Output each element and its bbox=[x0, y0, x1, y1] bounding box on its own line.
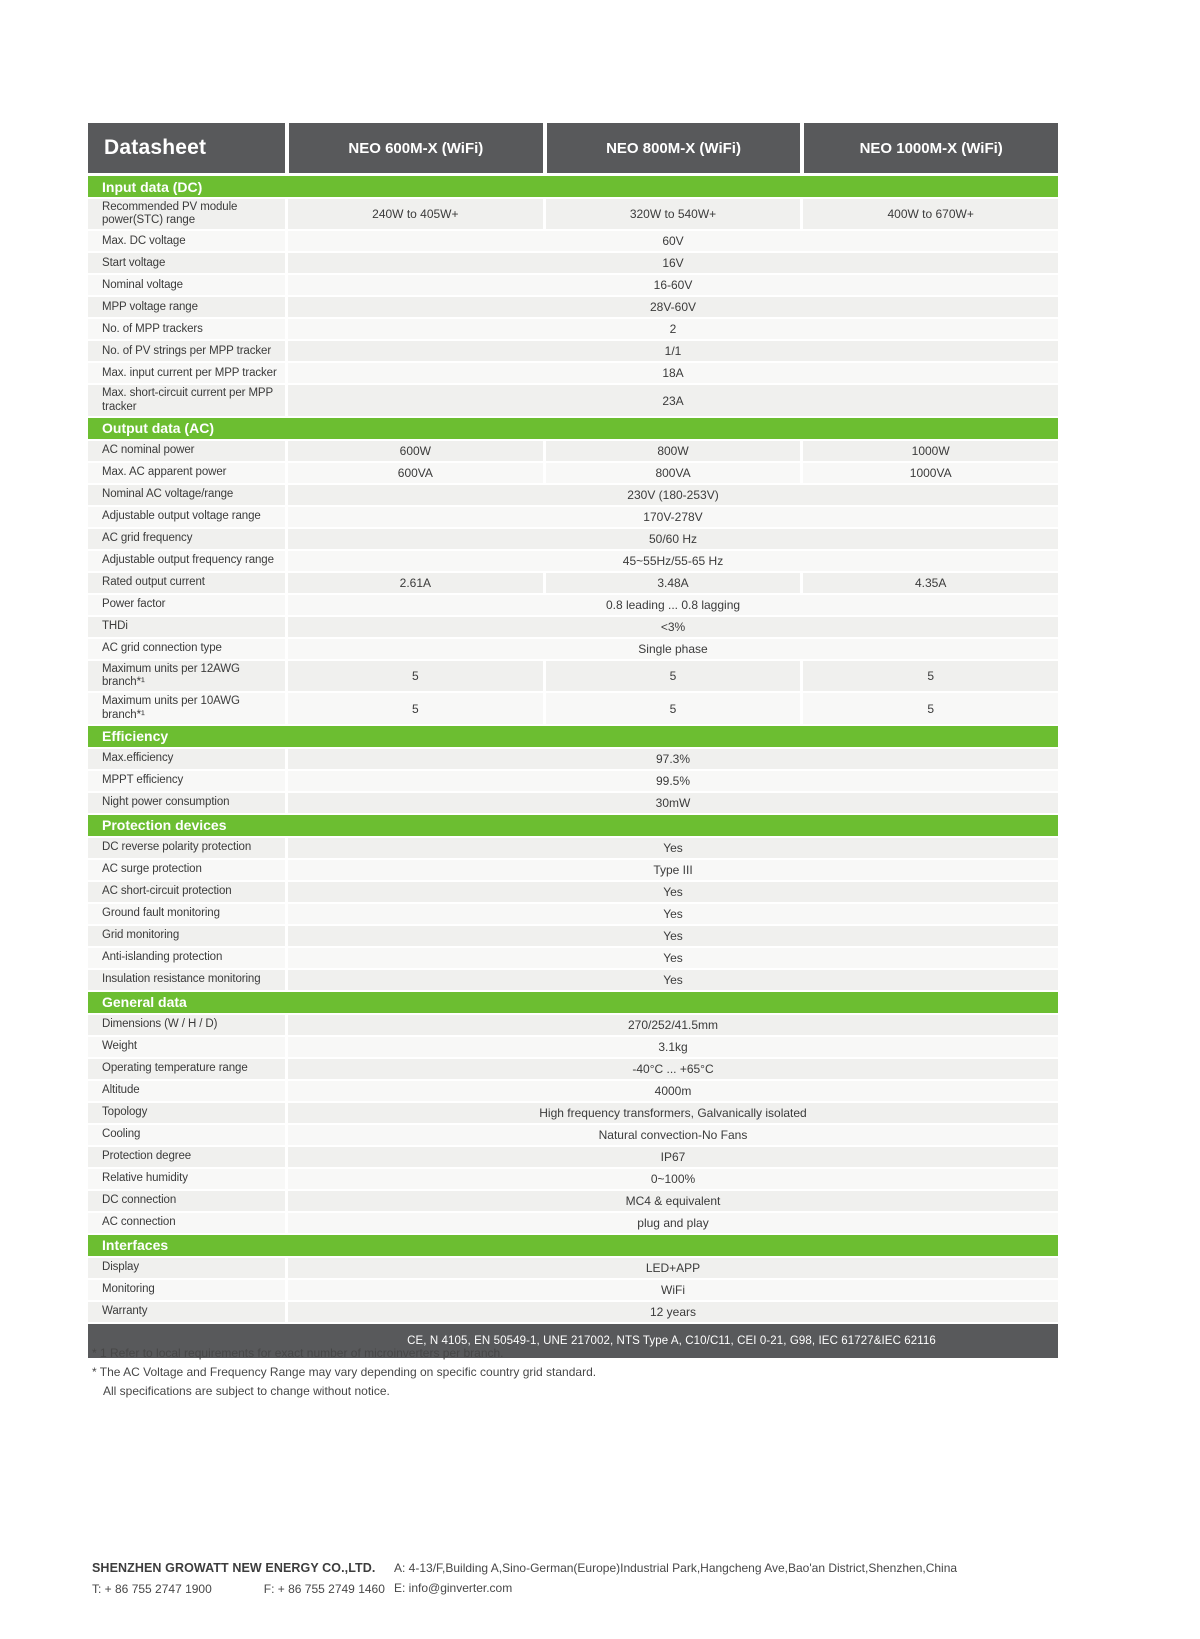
spec-row-label: AC grid connection type bbox=[88, 639, 285, 659]
spec-row-ac-nominal-power bbox=[88, 441, 1058, 461]
spec-value-all-models: Yes bbox=[288, 882, 1058, 902]
spec-value-all-models: 45~55Hz/55-65 Hz bbox=[288, 551, 1058, 571]
spec-value-model-2: 800W bbox=[546, 441, 801, 461]
spec-row-label: AC surge protection bbox=[88, 860, 285, 880]
spec-row-label: Altitude bbox=[88, 1081, 285, 1101]
spec-value-all-models: 50/60 Hz bbox=[288, 529, 1058, 549]
spec-row-altitude bbox=[88, 1081, 1058, 1101]
spec-value-model-1: 2.61A bbox=[288, 573, 543, 593]
spec-row-label: Night power consumption bbox=[88, 793, 285, 813]
spec-value-all-models: 2 bbox=[288, 319, 1058, 339]
spec-row-label: DC connection bbox=[88, 1191, 285, 1211]
spec-row-label: MPP voltage range bbox=[88, 297, 285, 317]
spec-value-all-models: 99.5% bbox=[288, 771, 1058, 791]
spec-row-rated-output-current bbox=[88, 573, 1058, 593]
spec-row-warranty bbox=[88, 1302, 1058, 1322]
spec-row-no-of-pv-strings-per-mpp-tracker bbox=[88, 341, 1058, 361]
section-header-general-data: General data bbox=[88, 992, 1058, 1013]
spec-value-all-models: Single phase bbox=[288, 639, 1058, 659]
spec-row-label: No. of MPP trackers bbox=[88, 319, 285, 339]
company-fax: F: + 86 755 2749 1460 bbox=[263, 1582, 385, 1596]
spec-value-all-models: 270/252/41.5mm bbox=[288, 1015, 1058, 1035]
spec-row-label: Cooling bbox=[88, 1125, 285, 1145]
spec-row-nominal-ac-voltage-range bbox=[88, 485, 1058, 505]
spec-row-dc-connection bbox=[88, 1191, 1058, 1211]
spec-value-all-models: plug and play bbox=[288, 1213, 1058, 1233]
spec-row-max-input-current-per-mpp-tracker bbox=[88, 363, 1058, 383]
spec-row-dc-reverse-polarity-protection bbox=[88, 838, 1058, 858]
spec-row-start-voltage bbox=[88, 253, 1058, 273]
spec-row-mppt-efficiency bbox=[88, 771, 1058, 791]
spec-value-all-models: Yes bbox=[288, 838, 1058, 858]
company-email: E: info@ginverter.com bbox=[394, 1581, 513, 1595]
spec-value-all-models: 170V-278V bbox=[288, 507, 1058, 527]
spec-row-topology bbox=[88, 1103, 1058, 1123]
spec-row-label: Maximum units per 12AWG branch*¹ bbox=[88, 661, 285, 691]
spec-row-thdi bbox=[88, 617, 1058, 637]
spec-row-anti-islanding-protection bbox=[88, 948, 1058, 968]
spec-row-label: Nominal voltage bbox=[88, 275, 285, 295]
spec-row-label: THDi bbox=[88, 617, 285, 637]
spec-row-label: Max.efficiency bbox=[88, 749, 285, 769]
spec-value-all-models: 1/1 bbox=[288, 341, 1058, 361]
model-column-header-neo-800: NEO 800M-X (WiFi) bbox=[547, 123, 801, 173]
spec-table-body bbox=[88, 176, 1058, 1322]
spec-row-label: Adjustable output frequency range bbox=[88, 551, 285, 571]
spec-row-label: Maximum units per 10AWG branch*¹ bbox=[88, 693, 285, 723]
spec-row-label: No. of PV strings per MPP tracker bbox=[88, 341, 285, 361]
spec-row-label: Recommended PV module power(STC) range bbox=[88, 199, 285, 229]
spec-value-model-2: 3.48A bbox=[546, 573, 801, 593]
spec-row-monitoring bbox=[88, 1280, 1058, 1300]
company-tel: T: + 86 755 2747 1900 bbox=[92, 1582, 212, 1596]
spec-row-label: Dimensions (W / H / D) bbox=[88, 1015, 285, 1035]
spec-value-model-3: 5 bbox=[803, 661, 1058, 691]
spec-row-nominal-voltage bbox=[88, 275, 1058, 295]
section-header-interfaces: Interfaces bbox=[88, 1235, 1058, 1256]
spec-row-label: Adjustable output voltage range bbox=[88, 507, 285, 527]
spec-value-all-models: 18A bbox=[288, 363, 1058, 383]
spec-row-no-of-mpp-trackers bbox=[88, 319, 1058, 339]
spec-value-model-1: 600W bbox=[288, 441, 543, 461]
section-header-efficiency: Efficiency bbox=[88, 726, 1058, 747]
spec-row-adjustable-output-voltage-range bbox=[88, 507, 1058, 527]
spec-value-all-models: Type III bbox=[288, 860, 1058, 880]
spec-value-all-models: WiFi bbox=[288, 1280, 1058, 1300]
spec-value-all-models: 30mW bbox=[288, 793, 1058, 813]
footnote-line: All specifications are subject to change without notice. bbox=[103, 1384, 390, 1399]
spec-row-maximum-units-per-10awg-branch bbox=[88, 693, 1058, 723]
footnote-line: * The AC Voltage and Frequency Range may vary depending on specific country grid standard. bbox=[92, 1365, 597, 1380]
spec-value-all-models: LED+APP bbox=[288, 1258, 1058, 1278]
spec-value-all-models: Yes bbox=[288, 904, 1058, 924]
spec-value-all-models: MC4 & equivalent bbox=[288, 1191, 1058, 1211]
spec-value-model-1: 240W to 405W+ bbox=[288, 199, 543, 229]
spec-value-all-models: High frequency transformers, Galvanically isolated bbox=[288, 1103, 1058, 1123]
spec-row-recommended-pv-module-power-stc-range bbox=[88, 199, 1058, 229]
spec-row-ground-fault-monitoring bbox=[88, 904, 1058, 924]
spec-value-all-models: 60V bbox=[288, 231, 1058, 251]
spec-row-label: MPPT efficiency bbox=[88, 771, 285, 791]
spec-value-model-3: 4.35A bbox=[803, 573, 1058, 593]
spec-sheet bbox=[88, 123, 1058, 1358]
spec-row-label: Insulation resistance monitoring bbox=[88, 970, 285, 990]
spec-row-label: Max. short-circuit current per MPP tracker bbox=[88, 385, 285, 415]
model-column-header-neo-1000: NEO 1000M-X (WiFi) bbox=[804, 123, 1058, 173]
spec-row-label: Protection degree bbox=[88, 1147, 285, 1167]
spec-value-all-models: 28V-60V bbox=[288, 297, 1058, 317]
spec-row-maximum-units-per-12awg-branch bbox=[88, 661, 1058, 691]
spec-value-model-2: 5 bbox=[546, 693, 801, 723]
spec-value-all-models: Yes bbox=[288, 970, 1058, 990]
spec-row-label: Topology bbox=[88, 1103, 285, 1123]
spec-row-label: Grid monitoring bbox=[88, 926, 285, 946]
spec-value-all-models: <3% bbox=[288, 617, 1058, 637]
spec-row-label: Rated output current bbox=[88, 573, 285, 593]
spec-row-label: Nominal AC voltage/range bbox=[88, 485, 285, 505]
spec-row-dimensions-w-h-d bbox=[88, 1015, 1058, 1035]
spec-row-label: AC connection bbox=[88, 1213, 285, 1233]
section-header-protection-devices: Protection devices bbox=[88, 815, 1058, 836]
spec-row-ac-surge-protection bbox=[88, 860, 1058, 880]
spec-value-all-models: 23A bbox=[288, 385, 1058, 415]
spec-value-all-models: Yes bbox=[288, 926, 1058, 946]
spec-value-model-2: 320W to 540W+ bbox=[546, 199, 801, 229]
company-footer bbox=[92, 1561, 957, 1596]
spec-row-protection-degree bbox=[88, 1147, 1058, 1167]
spec-row-cooling bbox=[88, 1125, 1058, 1145]
spec-row-display bbox=[88, 1258, 1058, 1278]
spec-row-relative-humidity bbox=[88, 1169, 1058, 1189]
spec-row-label: Ground fault monitoring bbox=[88, 904, 285, 924]
spec-row-weight bbox=[88, 1037, 1058, 1057]
section-header-input-data-dc: Input data (DC) bbox=[88, 176, 1058, 197]
spec-row-ac-connection bbox=[88, 1213, 1058, 1233]
spec-row-label: Weight bbox=[88, 1037, 285, 1057]
spec-row-night-power-consumption bbox=[88, 793, 1058, 813]
spec-row-max-short-circuit-current-per-mpp-tracker bbox=[88, 385, 1058, 415]
spec-value-all-models: 16-60V bbox=[288, 275, 1058, 295]
spec-value-all-models: Natural convection-No Fans bbox=[288, 1125, 1058, 1145]
model-column-header-neo-600: NEO 600M-X (WiFi) bbox=[289, 123, 543, 173]
spec-row-ac-short-circuit-protection bbox=[88, 882, 1058, 902]
spec-value-model-1: 5 bbox=[288, 661, 543, 691]
spec-row-power-factor bbox=[88, 595, 1058, 615]
spec-value-model-2: 5 bbox=[546, 661, 801, 691]
spec-value-all-models: -40°C ... +65°C bbox=[288, 1059, 1058, 1079]
spec-row-label: Relative humidity bbox=[88, 1169, 285, 1189]
spec-value-model-2: 800VA bbox=[546, 463, 801, 483]
spec-row-adjustable-output-frequency-range bbox=[88, 551, 1058, 571]
spec-row-label: Max. DC voltage bbox=[88, 231, 285, 251]
spec-row-label: Max. input current per MPP tracker bbox=[88, 363, 285, 383]
spec-value-all-models: 0.8 leading ... 0.8 lagging bbox=[288, 595, 1058, 615]
spec-row-ac-grid-connection-type bbox=[88, 639, 1058, 659]
spec-row-operating-temperature-range bbox=[88, 1059, 1058, 1079]
certifications-bar: CE, N 4105, EN 50549-1, UNE 217002, NTS Type A, C10/C11, CEI 0-21, G98, IEC 61727&IEC 62116 bbox=[88, 1324, 1058, 1358]
footnote-line: * 1 Refer to local requirements for exact number of microinverters per branch. bbox=[92, 1346, 504, 1360]
spec-value-model-3: 400W to 670W+ bbox=[803, 199, 1058, 229]
spec-row-label: Display bbox=[88, 1258, 285, 1278]
spec-row-label: Operating temperature range bbox=[88, 1059, 285, 1079]
spec-row-label: AC grid frequency bbox=[88, 529, 285, 549]
spec-row-label: DC reverse polarity protection bbox=[88, 838, 285, 858]
spec-value-model-1: 600VA bbox=[288, 463, 543, 483]
spec-value-all-models: 97.3% bbox=[288, 749, 1058, 769]
spec-row-label: AC short-circuit protection bbox=[88, 882, 285, 902]
spec-value-all-models: 12 years bbox=[288, 1302, 1058, 1322]
spec-row-max-dc-voltage bbox=[88, 231, 1058, 251]
spec-row-label: Monitoring bbox=[88, 1280, 285, 1300]
spec-row-mpp-voltage-range bbox=[88, 297, 1058, 317]
spec-value-all-models: 0~100% bbox=[288, 1169, 1058, 1189]
spec-value-model-3: 1000VA bbox=[803, 463, 1058, 483]
table-header bbox=[88, 123, 1058, 173]
spec-row-ac-grid-frequency bbox=[88, 529, 1058, 549]
spec-row-insulation-resistance-monitoring bbox=[88, 970, 1058, 990]
spec-row-label: Start voltage bbox=[88, 253, 285, 273]
spec-value-model-3: 5 bbox=[803, 693, 1058, 723]
footnotes bbox=[92, 1344, 596, 1402]
company-name: SHENZHEN GROWATT NEW ENERGY CO.,LTD. bbox=[92, 1561, 376, 1575]
spec-value-all-models: 230V (180-253V) bbox=[288, 485, 1058, 505]
spec-value-all-models: 16V bbox=[288, 253, 1058, 273]
page-title: Datasheet bbox=[88, 123, 285, 173]
spec-value-all-models: IP67 bbox=[288, 1147, 1058, 1167]
spec-value-model-1: 5 bbox=[288, 693, 543, 723]
spec-row-grid-monitoring bbox=[88, 926, 1058, 946]
spec-value-all-models: Yes bbox=[288, 948, 1058, 968]
company-address: A: 4-13/F,Building A,Sino-German(Europe)Industrial Park,Hangcheng Ave,Bao'an District,Shenzhen,China bbox=[394, 1561, 958, 1575]
spec-row-label: Max. AC apparent power bbox=[88, 463, 285, 483]
spec-value-model-3: 1000W bbox=[803, 441, 1058, 461]
spec-row-max-efficiency bbox=[88, 749, 1058, 769]
spec-row-label: Warranty bbox=[88, 1302, 285, 1322]
spec-value-all-models: 4000m bbox=[288, 1081, 1058, 1101]
spec-row-label: Anti-islanding protection bbox=[88, 948, 285, 968]
spec-value-all-models: 3.1kg bbox=[288, 1037, 1058, 1057]
spec-row-max-ac-apparent-power bbox=[88, 463, 1058, 483]
spec-row-label: AC nominal power bbox=[88, 441, 285, 461]
spec-row-label: Power factor bbox=[88, 595, 285, 615]
section-header-output-data-ac: Output data (AC) bbox=[88, 418, 1058, 439]
